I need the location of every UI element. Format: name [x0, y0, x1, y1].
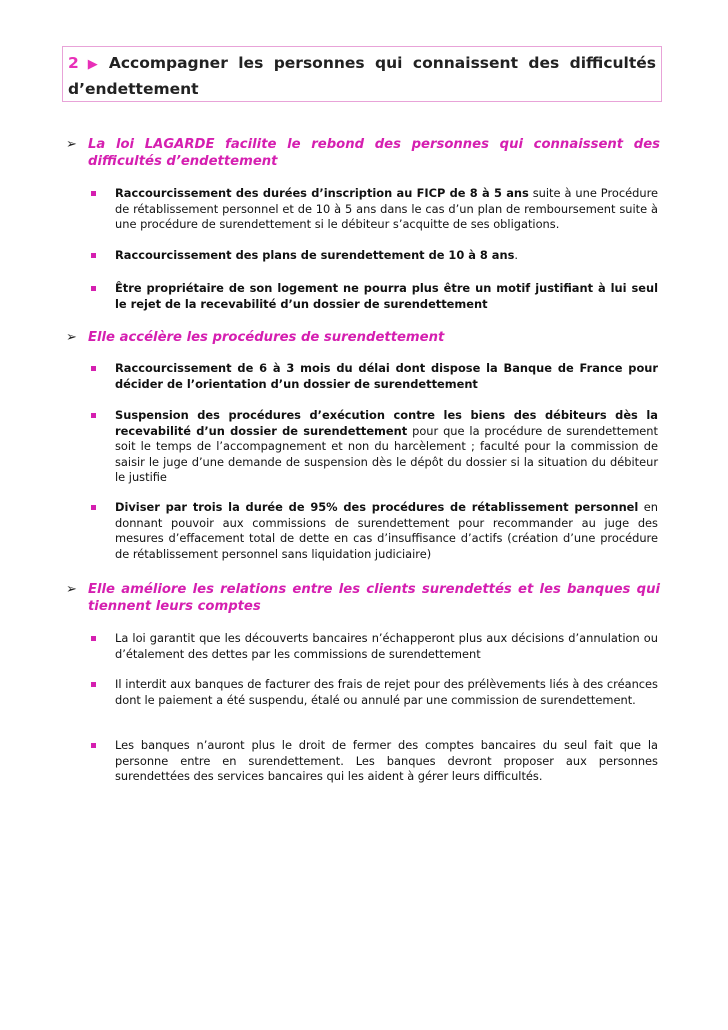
bullet-bold-text: Suspension des procédures d’exécution contre les biens des débiteurs dès la recevabilité d’un dossier de surendettement — [115, 408, 658, 438]
subsection-title-text: Elle améliore les relations entre les clients surendettés et les banques qui tiennent leurs comptes — [88, 582, 660, 614]
triangle-right-icon: ▶ — [82, 57, 103, 72]
list-item — [115, 186, 658, 233]
bullet-text: Les banques n’auront plus le droit de fermer des comptes bancaires du seul fait que la personne entre en surendettement. Les banques devront proposer aux personnes surendettées des services bancaires qui les aident à gérer leurs difficultés. — [115, 738, 658, 784]
chevron-right-icon: ➢ — [66, 330, 77, 345]
square-bullet-icon — [91, 413, 96, 418]
section-number: 2 — [68, 54, 79, 72]
list-item — [115, 500, 658, 562]
section-header — [62, 46, 662, 102]
list-item — [115, 248, 658, 264]
bullet-text: suite à une Procédure de rétablissement personnel et de 10 à 5 ans dans le cas d’un plan de remboursement suite à une procédure de surendettement si le débiteur s’acquitte de ses obligations. — [115, 186, 659, 232]
chevron-right-icon: ➢ — [66, 137, 77, 152]
square-bullet-icon — [91, 505, 96, 510]
square-bullet-icon — [91, 191, 96, 196]
list-item — [115, 281, 658, 312]
square-bullet-icon — [91, 682, 96, 687]
square-bullet-icon — [91, 253, 96, 258]
bullet-bold-text: Raccourcissement des plans de surendettement de 10 à 8 ans — [115, 248, 515, 262]
subsection-3 — [66, 581, 660, 615]
bullet-text: pour que la procédure de surendettement soit le temps de l’accompagnement et non du harcèlement ; faculté pour la commission de saisir le juge d’une demande de suspension dès le dépôt du dossier si la situation du débiteur le justifie — [115, 423, 658, 485]
subsection-title — [66, 581, 660, 615]
list-item — [115, 408, 658, 486]
subsection-title — [66, 136, 660, 170]
square-bullet-icon — [91, 366, 96, 371]
list-item — [115, 631, 658, 662]
subsection-title — [66, 329, 660, 346]
bullet-bold-text: Être propriétaire de son logement ne pourra plus être un motif justifiant à lui seul le rejet de la recevabilité d’un dossier de surendettement — [115, 281, 658, 311]
bullet-bold-text: Diviser par trois la durée de 95% des procédures de rétablissement personnel — [115, 500, 639, 514]
subsection-title-text: La loi LAGARDE facilite le rebond des personnes qui connaissent des difficultés d’endettement — [88, 137, 660, 169]
square-bullet-icon — [91, 743, 96, 748]
section-header-title: Accompagner les personnes qui connaissent des difficultés d’endettement — [68, 54, 657, 98]
subsection-title-text: Elle accélère les procédures de surendettement — [88, 330, 445, 345]
square-bullet-icon — [91, 636, 96, 641]
list-item — [115, 361, 658, 392]
bullet-text: en donnant pouvoir aux commissions de surendettement pour recommander au juge des mesures d’effacement total de dette en cas d’insuffisance d’actifs (création d’une procédure de rétablissement personnel sans liquidation judiciaire) — [115, 500, 658, 561]
bullet-bold-text: Raccourcissement des durées d’inscription au FICP de 8 à 5 ans — [115, 186, 529, 200]
subsection-1 — [66, 136, 660, 170]
list-item — [115, 677, 658, 708]
square-bullet-icon — [91, 286, 96, 291]
list-item — [115, 738, 658, 785]
subsection-2 — [66, 329, 660, 346]
bullet-text: . — [514, 248, 518, 262]
bullet-text: La loi garantit que les découverts bancaires n’échapperont plus aux décisions d’annulation ou d’étalement des dettes par les commissions de surendettement — [115, 631, 658, 661]
bullet-text: Il interdit aux banques de facturer des frais de rejet pour des prélèvements liés à des créances dont le paiement a été suspendu, étalé ou annulé par une commission de surendettement. — [115, 677, 658, 707]
chevron-right-icon: ➢ — [66, 582, 77, 597]
bullet-bold-text: Raccourcissement de 6 à 3 mois du délai dont dispose la Banque de France pour décider de l’orientation d’un dossier de surendettement — [115, 361, 658, 391]
